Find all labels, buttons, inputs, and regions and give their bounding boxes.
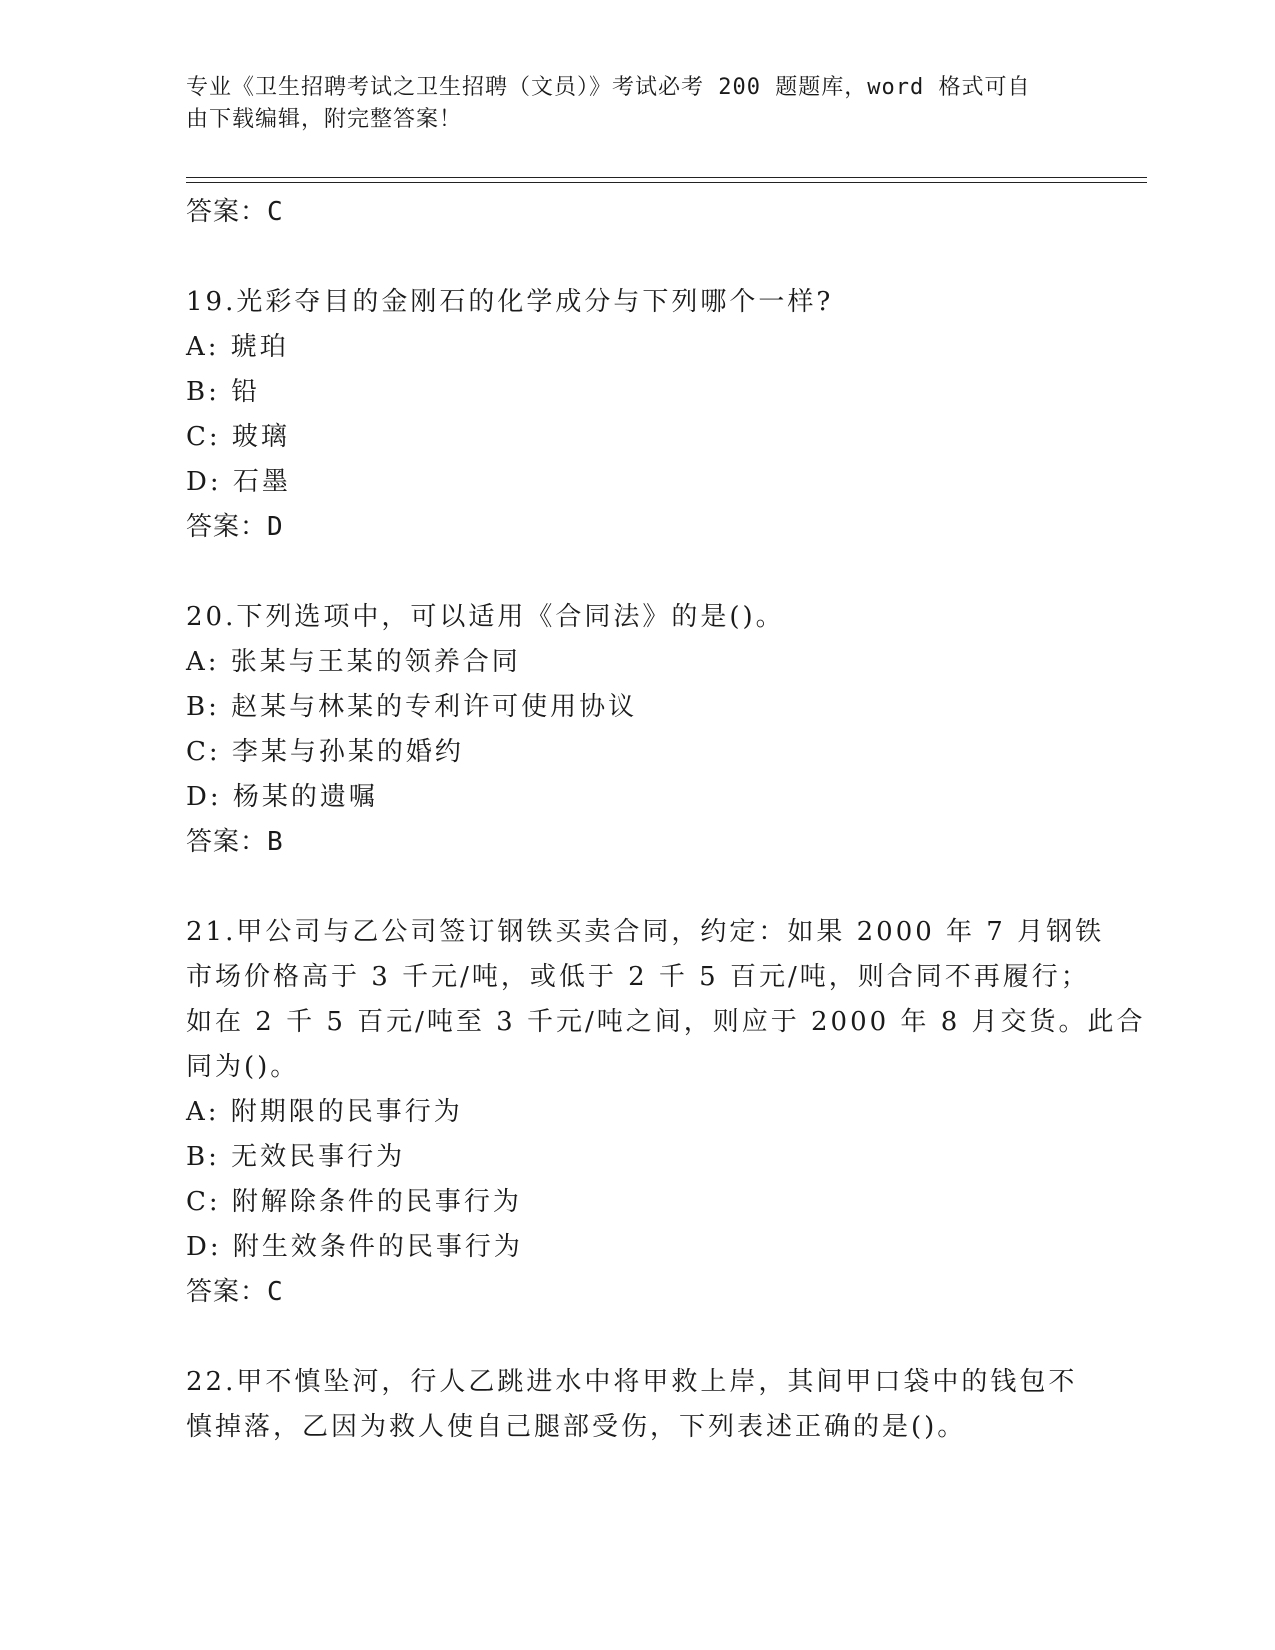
question-text: 20.下列选项中，可以适用《合同法》的是()。 <box>186 602 785 632</box>
option-b: B: 无效民事行为 <box>186 1142 406 1172</box>
question-text-line-4: 同为()。 <box>186 1052 300 1082</box>
question-text-line-2: 慎掉落，乙因为救人使自己腿部受伤，下列表述正确的是()。 <box>186 1412 967 1442</box>
option-a: A: 附期限的民事行为 <box>186 1097 463 1127</box>
option-c: C: 玻璃 <box>186 422 290 452</box>
question-text-line-2: 市场价格高于 3 千元/吨，或低于 2 千 5 百元/吨，则合同不再履行； <box>186 962 1090 992</box>
option-b: B: 铅 <box>186 377 261 407</box>
option-b: B: 赵某与林某的专利许可使用协议 <box>186 692 638 722</box>
header-line-2: 由下载编辑，附完整答案！ <box>186 107 463 132</box>
option-a: A: 张某与王某的领养合同 <box>186 647 521 677</box>
option-d: D: 石墨 <box>186 467 291 497</box>
question-20 <box>186 595 1086 865</box>
option-c: C: 附解除条件的民事行为 <box>186 1187 522 1217</box>
option-a: A: 琥珀 <box>186 332 289 362</box>
option-c: C: 李某与孙某的婚约 <box>186 737 464 767</box>
question-22 <box>186 1360 1086 1450</box>
option-d: D: 杨某的遗嘱 <box>186 782 378 812</box>
previous-answer: 答案：C <box>186 197 284 227</box>
answer: 答案：B <box>186 827 284 857</box>
header-line-1: 专业《卫生招聘考试之卫生招聘（文员）》考试必考 200 题题库，word 格式可自 <box>186 75 1031 100</box>
question-text: 19.光彩夺目的金刚石的化学成分与下列哪个一样? <box>186 287 834 317</box>
answer: 答案：D <box>186 512 284 542</box>
document-header <box>186 72 1066 136</box>
header-rule-bottom <box>186 182 1147 183</box>
question-21 <box>186 910 1146 1315</box>
question-text-line-1: 21.甲公司与乙公司签订钢铁买卖合同，约定：如果 2000 年 7 月钢铁 <box>186 917 1105 947</box>
question-text-line-1: 22.甲不慎坠河，行人乙跳进水中将甲救上岸，其间甲口袋中的钱包不 <box>186 1367 1078 1397</box>
question-19 <box>186 280 1086 550</box>
answer: 答案：C <box>186 1277 284 1307</box>
option-d: D: 附生效条件的民事行为 <box>186 1232 523 1262</box>
header-rule-top <box>186 177 1147 178</box>
question-text-line-3: 如在 2 千 5 百元/吨至 3 千元/吨之间，则应于 2000 年 8 月交货。此合 <box>186 1007 1146 1037</box>
question-list <box>186 190 1146 1450</box>
